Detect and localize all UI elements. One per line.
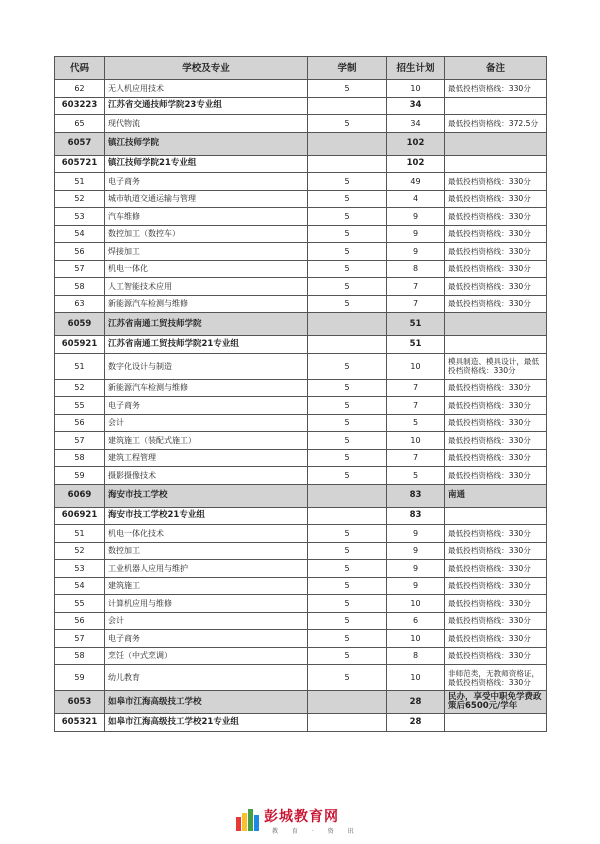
table-row — [55, 647, 547, 665]
duration-cell: 5 — [308, 353, 387, 379]
name-cell: 摄影摄像技术 — [105, 467, 308, 485]
name-cell: 新能源汽车检测与维修 — [105, 295, 308, 313]
plan-cell: 4 — [387, 190, 445, 208]
code-cell: 55 — [55, 397, 105, 415]
school-row — [55, 691, 547, 714]
code-cell: 56 — [55, 243, 105, 261]
note-cell: 最低投档资格线：330分 — [445, 225, 547, 243]
group-row — [55, 507, 547, 525]
duration-cell — [308, 714, 387, 732]
table-row — [55, 225, 547, 243]
header-code: 代码 — [55, 57, 105, 80]
duration-cell: 5 — [308, 612, 387, 630]
duration-cell: 5 — [308, 115, 387, 133]
code-cell: 6069 — [55, 484, 105, 507]
note-cell: 最低投档资格线：330分 — [445, 612, 547, 630]
code-cell: 55 — [55, 595, 105, 613]
duration-cell — [308, 691, 387, 714]
code-cell: 605921 — [55, 336, 105, 354]
note-cell: 最低投档资格线：372.5分 — [445, 115, 547, 133]
name-cell: 江苏省交通技师学院23专业组 — [105, 97, 308, 115]
name-cell: 数字化设计与制造 — [105, 353, 308, 379]
duration-cell — [308, 336, 387, 354]
plan-cell: 9 — [387, 542, 445, 560]
table-row — [55, 467, 547, 485]
code-cell: 605721 — [55, 155, 105, 173]
code-cell: 57 — [55, 432, 105, 450]
note-cell: 最低投档资格线：330分 — [445, 190, 547, 208]
note-cell — [445, 507, 547, 525]
table-row — [55, 542, 547, 560]
plan-cell: 8 — [387, 260, 445, 278]
duration-cell: 5 — [308, 295, 387, 313]
group-row — [55, 155, 547, 173]
name-cell: 建筑施工 — [105, 577, 308, 595]
group-row — [55, 714, 547, 732]
table-row — [55, 595, 547, 613]
plan-cell: 102 — [387, 155, 445, 173]
duration-cell: 5 — [308, 665, 387, 691]
plan-cell: 10 — [387, 595, 445, 613]
note-cell — [445, 132, 547, 155]
code-cell: 605321 — [55, 714, 105, 732]
plan-cell: 83 — [387, 507, 445, 525]
note-cell: 最低投档资格线：330分 — [445, 647, 547, 665]
admission-table — [54, 56, 547, 732]
duration-cell: 5 — [308, 595, 387, 613]
name-cell: 数控加工 — [105, 542, 308, 560]
plan-cell: 28 — [387, 714, 445, 732]
table-row — [55, 260, 547, 278]
plan-cell: 51 — [387, 313, 445, 336]
note-cell: 民办，享受中职免学费政策后6500元/学年 — [445, 691, 547, 714]
table-row — [55, 190, 547, 208]
duration-cell — [308, 97, 387, 115]
table-body — [55, 80, 547, 732]
school-row — [55, 313, 547, 336]
table-row — [55, 414, 547, 432]
plan-cell: 7 — [387, 295, 445, 313]
table-row — [55, 80, 547, 98]
duration-cell: 5 — [308, 647, 387, 665]
plan-cell: 7 — [387, 397, 445, 415]
code-cell: 56 — [55, 414, 105, 432]
name-cell: 焊接加工 — [105, 243, 308, 261]
name-cell: 镇江技师学院 — [105, 132, 308, 155]
plan-cell: 7 — [387, 379, 445, 397]
name-cell: 会计 — [105, 612, 308, 630]
note-cell: 最低投档资格线：330分 — [445, 173, 547, 191]
table-row — [55, 432, 547, 450]
code-cell: 54 — [55, 225, 105, 243]
note-cell: 最低投档资格线：330分 — [445, 449, 547, 467]
duration-cell: 5 — [308, 80, 387, 98]
duration-cell: 5 — [308, 414, 387, 432]
note-cell: 最低投档资格线：330分 — [445, 560, 547, 578]
name-cell: 建筑工程管理 — [105, 449, 308, 467]
name-cell: 数控加工（数控车） — [105, 225, 308, 243]
duration-cell: 5 — [308, 243, 387, 261]
duration-cell: 5 — [308, 467, 387, 485]
code-cell: 65 — [55, 115, 105, 133]
duration-cell — [308, 507, 387, 525]
duration-cell: 5 — [308, 542, 387, 560]
duration-cell: 5 — [308, 225, 387, 243]
code-cell: 58 — [55, 647, 105, 665]
code-cell: 62 — [55, 80, 105, 98]
plan-cell: 7 — [387, 449, 445, 467]
name-cell: 江苏省南通工贸技师学院21专业组 — [105, 336, 308, 354]
code-cell: 56 — [55, 612, 105, 630]
code-cell: 63 — [55, 295, 105, 313]
plan-cell: 9 — [387, 243, 445, 261]
header-school-major: 学校及专业 — [105, 57, 308, 80]
note-cell: 最低投档资格线：330分 — [445, 80, 547, 98]
note-cell — [445, 313, 547, 336]
duration-cell: 5 — [308, 630, 387, 648]
name-cell: 海安市技工学校 — [105, 484, 308, 507]
code-cell: 57 — [55, 260, 105, 278]
table-row — [55, 115, 547, 133]
note-cell: 最低投档资格线：330分 — [445, 542, 547, 560]
name-cell: 城市轨道交通运输与管理 — [105, 190, 308, 208]
code-cell: 6053 — [55, 691, 105, 714]
code-cell: 59 — [55, 467, 105, 485]
plan-cell: 34 — [387, 97, 445, 115]
plan-cell: 6 — [387, 612, 445, 630]
header-plan: 招生计划 — [387, 57, 445, 80]
name-cell: 新能源汽车检测与维修 — [105, 379, 308, 397]
header-note: 备注 — [445, 57, 547, 80]
table-row — [55, 612, 547, 630]
table-row — [55, 243, 547, 261]
code-cell: 52 — [55, 190, 105, 208]
name-cell: 汽车维修 — [105, 208, 308, 226]
table-row — [55, 173, 547, 191]
duration-cell — [308, 155, 387, 173]
duration-cell: 5 — [308, 379, 387, 397]
name-cell: 机电一体化 — [105, 260, 308, 278]
plan-cell: 10 — [387, 432, 445, 450]
name-cell: 人工智能技术应用 — [105, 278, 308, 296]
code-cell: 59 — [55, 665, 105, 691]
code-cell: 52 — [55, 542, 105, 560]
code-cell: 51 — [55, 525, 105, 543]
note-cell — [445, 155, 547, 173]
code-cell: 53 — [55, 560, 105, 578]
duration-cell: 5 — [308, 397, 387, 415]
note-cell: 最低投档资格线：330分 — [445, 414, 547, 432]
table-row — [55, 397, 547, 415]
duration-cell: 5 — [308, 173, 387, 191]
duration-cell — [308, 313, 387, 336]
duration-cell — [308, 484, 387, 507]
plan-cell: 8 — [387, 647, 445, 665]
watermark-title: 彭城教育网 — [264, 808, 339, 825]
duration-cell — [308, 132, 387, 155]
admission-table-page — [54, 56, 546, 732]
name-cell: 幼儿教育 — [105, 665, 308, 691]
name-cell: 工业机器人应用与维护 — [105, 560, 308, 578]
name-cell: 烹饪（中式烹调） — [105, 647, 308, 665]
table-row — [55, 630, 547, 648]
note-cell: 非师范类，无教师资格证，最低投档资格线：330分 — [445, 665, 547, 691]
code-cell: 52 — [55, 379, 105, 397]
duration-cell: 5 — [308, 208, 387, 226]
note-cell: 最低投档资格线：330分 — [445, 432, 547, 450]
note-cell — [445, 336, 547, 354]
name-cell: 海安市技工学校21专业组 — [105, 507, 308, 525]
note-cell: 最低投档资格线：330分 — [445, 243, 547, 261]
code-cell: 6057 — [55, 132, 105, 155]
plan-cell: 5 — [387, 467, 445, 485]
code-cell: 6059 — [55, 313, 105, 336]
duration-cell: 5 — [308, 432, 387, 450]
code-cell: 54 — [55, 577, 105, 595]
note-cell: 南通 — [445, 484, 547, 507]
name-cell: 会计 — [105, 414, 308, 432]
plan-cell: 34 — [387, 115, 445, 133]
plan-cell: 9 — [387, 525, 445, 543]
note-cell: 最低投档资格线：330分 — [445, 577, 547, 595]
code-cell: 58 — [55, 278, 105, 296]
duration-cell: 5 — [308, 278, 387, 296]
name-cell: 计算机应用与维修 — [105, 595, 308, 613]
group-row — [55, 97, 547, 115]
duration-cell: 5 — [308, 449, 387, 467]
code-cell: 51 — [55, 353, 105, 379]
plan-cell: 9 — [387, 577, 445, 595]
name-cell: 电子商务 — [105, 397, 308, 415]
code-cell: 57 — [55, 630, 105, 648]
name-cell: 镇江技师学院21专业组 — [105, 155, 308, 173]
table-row — [55, 278, 547, 296]
code-cell: 58 — [55, 449, 105, 467]
note-cell: 最低投档资格线：330分 — [445, 525, 547, 543]
note-cell: 最低投档资格线：330分 — [445, 208, 547, 226]
duration-cell: 5 — [308, 190, 387, 208]
plan-cell: 83 — [387, 484, 445, 507]
plan-cell: 28 — [387, 691, 445, 714]
plan-cell: 7 — [387, 278, 445, 296]
plan-cell: 9 — [387, 225, 445, 243]
plan-cell: 49 — [387, 173, 445, 191]
note-cell: 最低投档资格线：330分 — [445, 278, 547, 296]
table-row — [55, 353, 547, 379]
code-cell: 606921 — [55, 507, 105, 525]
table-row — [55, 577, 547, 595]
name-cell: 江苏省南通工贸技师学院 — [105, 313, 308, 336]
table-row — [55, 665, 547, 691]
name-cell: 机电一体化技术 — [105, 525, 308, 543]
plan-cell: 10 — [387, 665, 445, 691]
plan-cell: 10 — [387, 353, 445, 379]
table-row — [55, 449, 547, 467]
school-row — [55, 132, 547, 155]
plan-cell: 102 — [387, 132, 445, 155]
name-cell: 现代物流 — [105, 115, 308, 133]
table-row — [55, 208, 547, 226]
note-cell: 最低投档资格线：330分 — [445, 260, 547, 278]
plan-cell: 9 — [387, 560, 445, 578]
note-cell: 模具制造、模具设计，最低投档资格线：330分 — [445, 353, 547, 379]
note-cell: 最低投档资格线：330分 — [445, 630, 547, 648]
name-cell: 电子商务 — [105, 173, 308, 191]
group-row — [55, 336, 547, 354]
duration-cell: 5 — [308, 577, 387, 595]
note-cell: 最低投档资格线：330分 — [445, 595, 547, 613]
plan-cell: 10 — [387, 630, 445, 648]
code-cell: 53 — [55, 208, 105, 226]
name-cell: 如皋市江海高级技工学校21专业组 — [105, 714, 308, 732]
duration-cell: 5 — [308, 260, 387, 278]
duration-cell: 5 — [308, 560, 387, 578]
school-row — [55, 484, 547, 507]
note-cell — [445, 714, 547, 732]
name-cell: 如皋市江海高级技工学校 — [105, 691, 308, 714]
table-row — [55, 525, 547, 543]
header-duration: 学制 — [308, 57, 387, 80]
note-cell: 最低投档资格线：330分 — [445, 379, 547, 397]
table-row — [55, 295, 547, 313]
watermark-logo — [236, 806, 376, 834]
table-header-row — [55, 57, 547, 80]
table-row — [55, 560, 547, 578]
book-icon — [236, 809, 260, 831]
table-row — [55, 379, 547, 397]
duration-cell: 5 — [308, 525, 387, 543]
plan-cell: 51 — [387, 336, 445, 354]
name-cell: 建筑施工（装配式施工） — [105, 432, 308, 450]
watermark-subtitle: 教 育 · 资 讯 — [272, 827, 360, 835]
note-cell: 最低投档资格线：330分 — [445, 397, 547, 415]
plan-cell: 10 — [387, 80, 445, 98]
note-cell: 最低投档资格线：330分 — [445, 467, 547, 485]
code-cell: 603223 — [55, 97, 105, 115]
plan-cell: 5 — [387, 414, 445, 432]
name-cell: 电子商务 — [105, 630, 308, 648]
note-cell — [445, 97, 547, 115]
name-cell: 无人机应用技术 — [105, 80, 308, 98]
note-cell: 最低投档资格线：330分 — [445, 295, 547, 313]
plan-cell: 9 — [387, 208, 445, 226]
code-cell: 51 — [55, 173, 105, 191]
